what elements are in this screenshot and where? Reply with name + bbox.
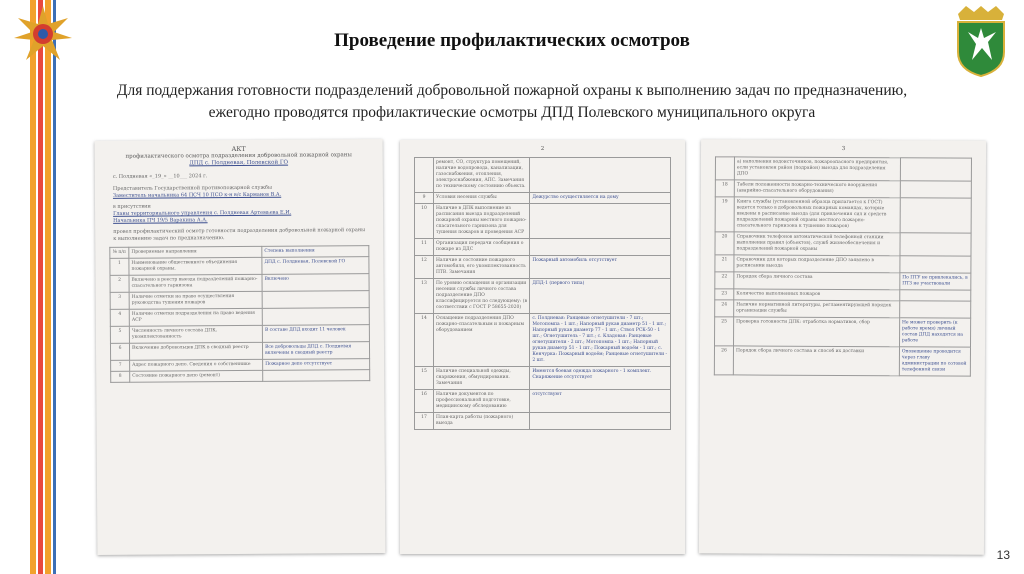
row-criterion: Адрес пожарного депо. Сведения о собственнике [130,359,263,371]
row-result [900,198,971,233]
row-criterion: По уровню оснащения и организации несения службы личного состава подразделение ДПО классифицируется по следующему: (в соответствии с ГОСТ Р 58655-2020) [434,279,530,314]
page-number-2: 2 [540,146,545,152]
row-criterion: Табели положенности пожарно-технического вооружения (аварийно-спасательного оборудования) [734,180,900,198]
row-result [530,204,671,239]
row-result: Все добровольцы ДПД с. Полдневая включены в сводный реестр [263,342,370,360]
row-number: 20 [715,232,734,255]
table-row [111,370,370,383]
act-subtitle: профилактического осмотра подразделения добровольной пожарной охраны [125,152,352,160]
row-criterion: Условия несения службы [434,193,530,204]
table-row [715,232,971,256]
row-result [900,158,971,181]
row-result: с. Полдневая: Ранцевые огнетушители - 7 шт.; Мотопомпа - 1 шт.; Напорный рукав диаметр 51 - 1 шт.; Напорный рукав диаметр 77 - 1 шт.; Ствол РСК-50 - 1 шт.; Огнетушитель - 7 шт.; с. Кладовая: Ранцевые огнетушители - 2 шт.; Мотопомпа - 1 шт.; Напорный рукав диаметр 51 - 1 шт.; Пожарный водоём - 1 шт.; с. Кенчурка: Пожарный водоём; Ранцевые огнетушители - 2 шт. [530,314,671,367]
row-criterion: Оснащение подразделения ДПО пожарно-спасательным и пожарным оборудованием [434,314,530,367]
table-row [110,325,369,344]
row-number: 18 [715,180,734,197]
page-number-3: 3 [841,145,846,153]
table-row [415,279,671,314]
row-number: 16 [415,390,434,413]
row-result: В составе ДПД входит 11 человек [262,325,369,343]
row-number: 24 [715,300,734,317]
act-table-2 [414,157,671,430]
act-heading [95,145,383,168]
subtitle-line-2: ежегодно проводятся профилактические осмотры ДПД Полевского муниципального округа [208,104,816,121]
row-result: Оповещение проводится через главу администрации по сотовой телефонной связи [899,347,970,376]
slide-subtitle [60,80,964,124]
row-result: Имеются боевая одежда пожарного - 1 комплект. Снаряжение отсутствует [530,367,671,390]
table-row [715,197,971,233]
table-row [415,413,671,430]
act-title: АКТ [231,144,246,154]
row-number: 25 [715,317,734,346]
row-criterion: Проверяемые направления [129,246,262,258]
decor-stripe-orange-2 [45,0,51,574]
table-row [715,255,971,273]
decor-stripe-orange [30,0,36,574]
act-table-3 [714,156,972,376]
row-result [900,290,971,301]
act-date-line: с. Полдневая «_19_» __10___ 2024 г. [112,173,208,180]
row-criterion: ремонт, СО, структура помещений, наличие водопровода, канализации, газоснабжения, отопления, электроснабжения, АПС. Замечания по техническому состоянию объекта. [434,158,530,193]
row-number: 21 [715,255,734,272]
act-presence: в присутствии [112,203,151,210]
row-number: 10 [415,204,434,239]
row-number: 6 [110,343,129,360]
row-number [415,158,434,193]
row-number: 12 [415,256,434,279]
act-rep-line-2: Заместитель начальника 64 ПСЧ 10 ПСО к-н в/с Карманов В.А. [112,191,282,199]
row-result: ДПД-1 (первого типа) [530,279,671,314]
row-criterion: Наличие нормативной литературы, регламентирующей порядок организации службы [734,300,900,318]
table-row [110,308,369,327]
row-criterion: Проверка готовности ДПК: отработка нормативов, сбор [734,317,900,347]
row-number: 19 [715,197,734,232]
row-result: Пожарный автомобиль отсутствует [530,256,671,279]
row-number [715,157,734,180]
row-result: Пожарное депо отсутствует [263,359,370,371]
row-result: отсутствуют [530,390,671,413]
row-result [900,181,971,198]
row-criterion: Наличие документов по профессиональной подготовке, медицинскому обследованию [434,390,530,413]
table-row [415,256,671,279]
row-number: 14 [415,314,434,367]
table-row [415,367,671,390]
row-result: Дежурство осуществляется на дому [530,193,671,204]
row-criterion: Книга службы (установленной образца прилагается к ГОСТ) ведется только в добровольных пожарных командах, которые введены в расписание выезда (для привлечения сил и средств подразделений пожарной охраны местного пожарно-спасательного гарнизона к тушению пожаров) [734,197,900,233]
table-row [415,193,671,204]
row-number: 13 [415,279,434,314]
row-criterion: Справочник телефонов автоматической телефонной станции выполнения правил (объектов), служб жизнеобеспечения и подразделений пожарной охраны [734,232,900,256]
act-guest-1: Главы территориального управления с. Полдневая Артемьева Е.И. [113,209,292,217]
slide-title: Проведение профилактических осмотров [334,30,690,51]
row-result: Включено [262,274,369,292]
row-result [530,239,671,256]
row-criterion: Наличие и состояние пожарного автомобиля, его укомплектованность ПТВ. Замечания [434,256,530,279]
row-criterion: Справочник для которых подразделение ДПО заявлено в расписании выезда [734,255,900,273]
row-number: 17 [415,413,434,430]
table-row [110,257,369,276]
inspection-act-page-1 [95,139,386,555]
row-result: По ПТУ не привлекались, в ПТЗ не участвовали [900,273,971,290]
subtitle-line-1: Для поддержания готовности подразделений добровольной пожарной охраны к выполнению задач по предназначению, [116,82,908,99]
table-row [715,180,971,198]
act-intro: провел профилактический осмотр готовности подразделения добровольной пожарной охраны к выполнению задач по предназначению. [113,227,366,242]
row-criterion: План-карта работы (пожарного) выезда [434,413,530,430]
table-row [110,291,369,310]
row-result [262,291,369,309]
row-number: 5 [110,326,129,343]
row-criterion: Наличие в ДПК выполнение из расписания выезда подразделений пожарной охраны местного пожарно-спасательного гарнизона для тушения пожаров и проведения АСР [434,204,530,239]
row-number: 1 [110,258,129,275]
row-result: ДПД с. Полдневая, Полевской ГО [262,257,369,275]
row-number: 2 [110,275,129,292]
row-number: 11 [415,239,434,256]
row-result [900,233,971,256]
row-number: 22 [715,272,734,289]
table-row [415,239,671,256]
act-rep-line-1: Представитель Государственной противопожарной службы [112,184,273,192]
table-row [415,158,671,193]
table-row [110,342,369,361]
row-criterion: а) наполнения водоисточников, пожароопасного предприятия, если установлен район (подрайон) выезда для подразделения ДПО [734,157,900,181]
table-row [715,300,971,318]
table-row [110,274,369,293]
row-number: 9 [415,193,434,204]
row-number: 23 [715,289,734,300]
table-row [715,157,971,181]
row-result [900,256,971,273]
row-result [530,413,671,430]
row-criterion: Порядок сбора личного состава и способ их доставки [733,346,899,376]
decor-stripe-blue [53,0,56,574]
row-criterion: Включено в реестр выезда подразделений пожарно-спасательного гарнизона [129,274,262,292]
row-criterion: Наименование общественного объединения пожарной охраны. [129,257,262,275]
act-unit-name: ДПД с. Полдневая, Полевской ГО [189,159,289,167]
row-number: 8 [111,371,130,382]
row-result: Степень выполнения [262,246,369,258]
row-criterion: Организация передачи сообщения о пожаре из ДДС [434,239,530,256]
row-number: 4 [110,309,129,326]
row-number: 15 [415,367,434,390]
row-criterion: Состояние пожарного депо (ремонт) [130,370,263,382]
row-criterion: Наличие специальной одежды, снаряжения, обмундирования. Замечания [434,367,530,390]
row-result [900,301,971,318]
slide-page-number: 13 [996,548,1010,562]
row-result [262,308,369,326]
table-row [715,317,971,347]
row-number: 3 [110,292,129,309]
table-row [714,346,970,376]
table-row [715,272,971,290]
row-criterion: Наличие отметки на право осуществления руководства тушения пожаров [129,291,262,309]
act-guest-2: Начальника ПЧ 19/5 Варакина А.А. [113,217,208,224]
table-row [415,390,671,413]
table-row [415,204,671,239]
row-result: Не может проверить (к работе время) личный состав ДПД находятся на работе [899,318,970,347]
row-criterion: Включение добровольцев ДПК в сводный реестр [129,342,262,360]
act-table-1 [109,245,370,383]
row-result [263,370,370,382]
row-number: 7 [111,360,130,371]
inspection-act-page-3 [699,139,986,554]
row-criterion: Наличие отметки подразделения на право ведения АСР [129,308,262,326]
decor-stripe-red [38,0,43,574]
row-criterion: Порядок сбора личного состава [734,272,900,290]
row-criterion: Численность личного состава ДПК, укомплектованность [129,325,262,343]
inspection-act-page-2 [400,140,685,554]
row-number: 26 [714,346,733,375]
row-result [530,158,671,193]
row-number: № п/п [110,247,129,258]
row-criterion: Количество выполненных пожаров [734,289,900,301]
table-row [415,314,671,367]
